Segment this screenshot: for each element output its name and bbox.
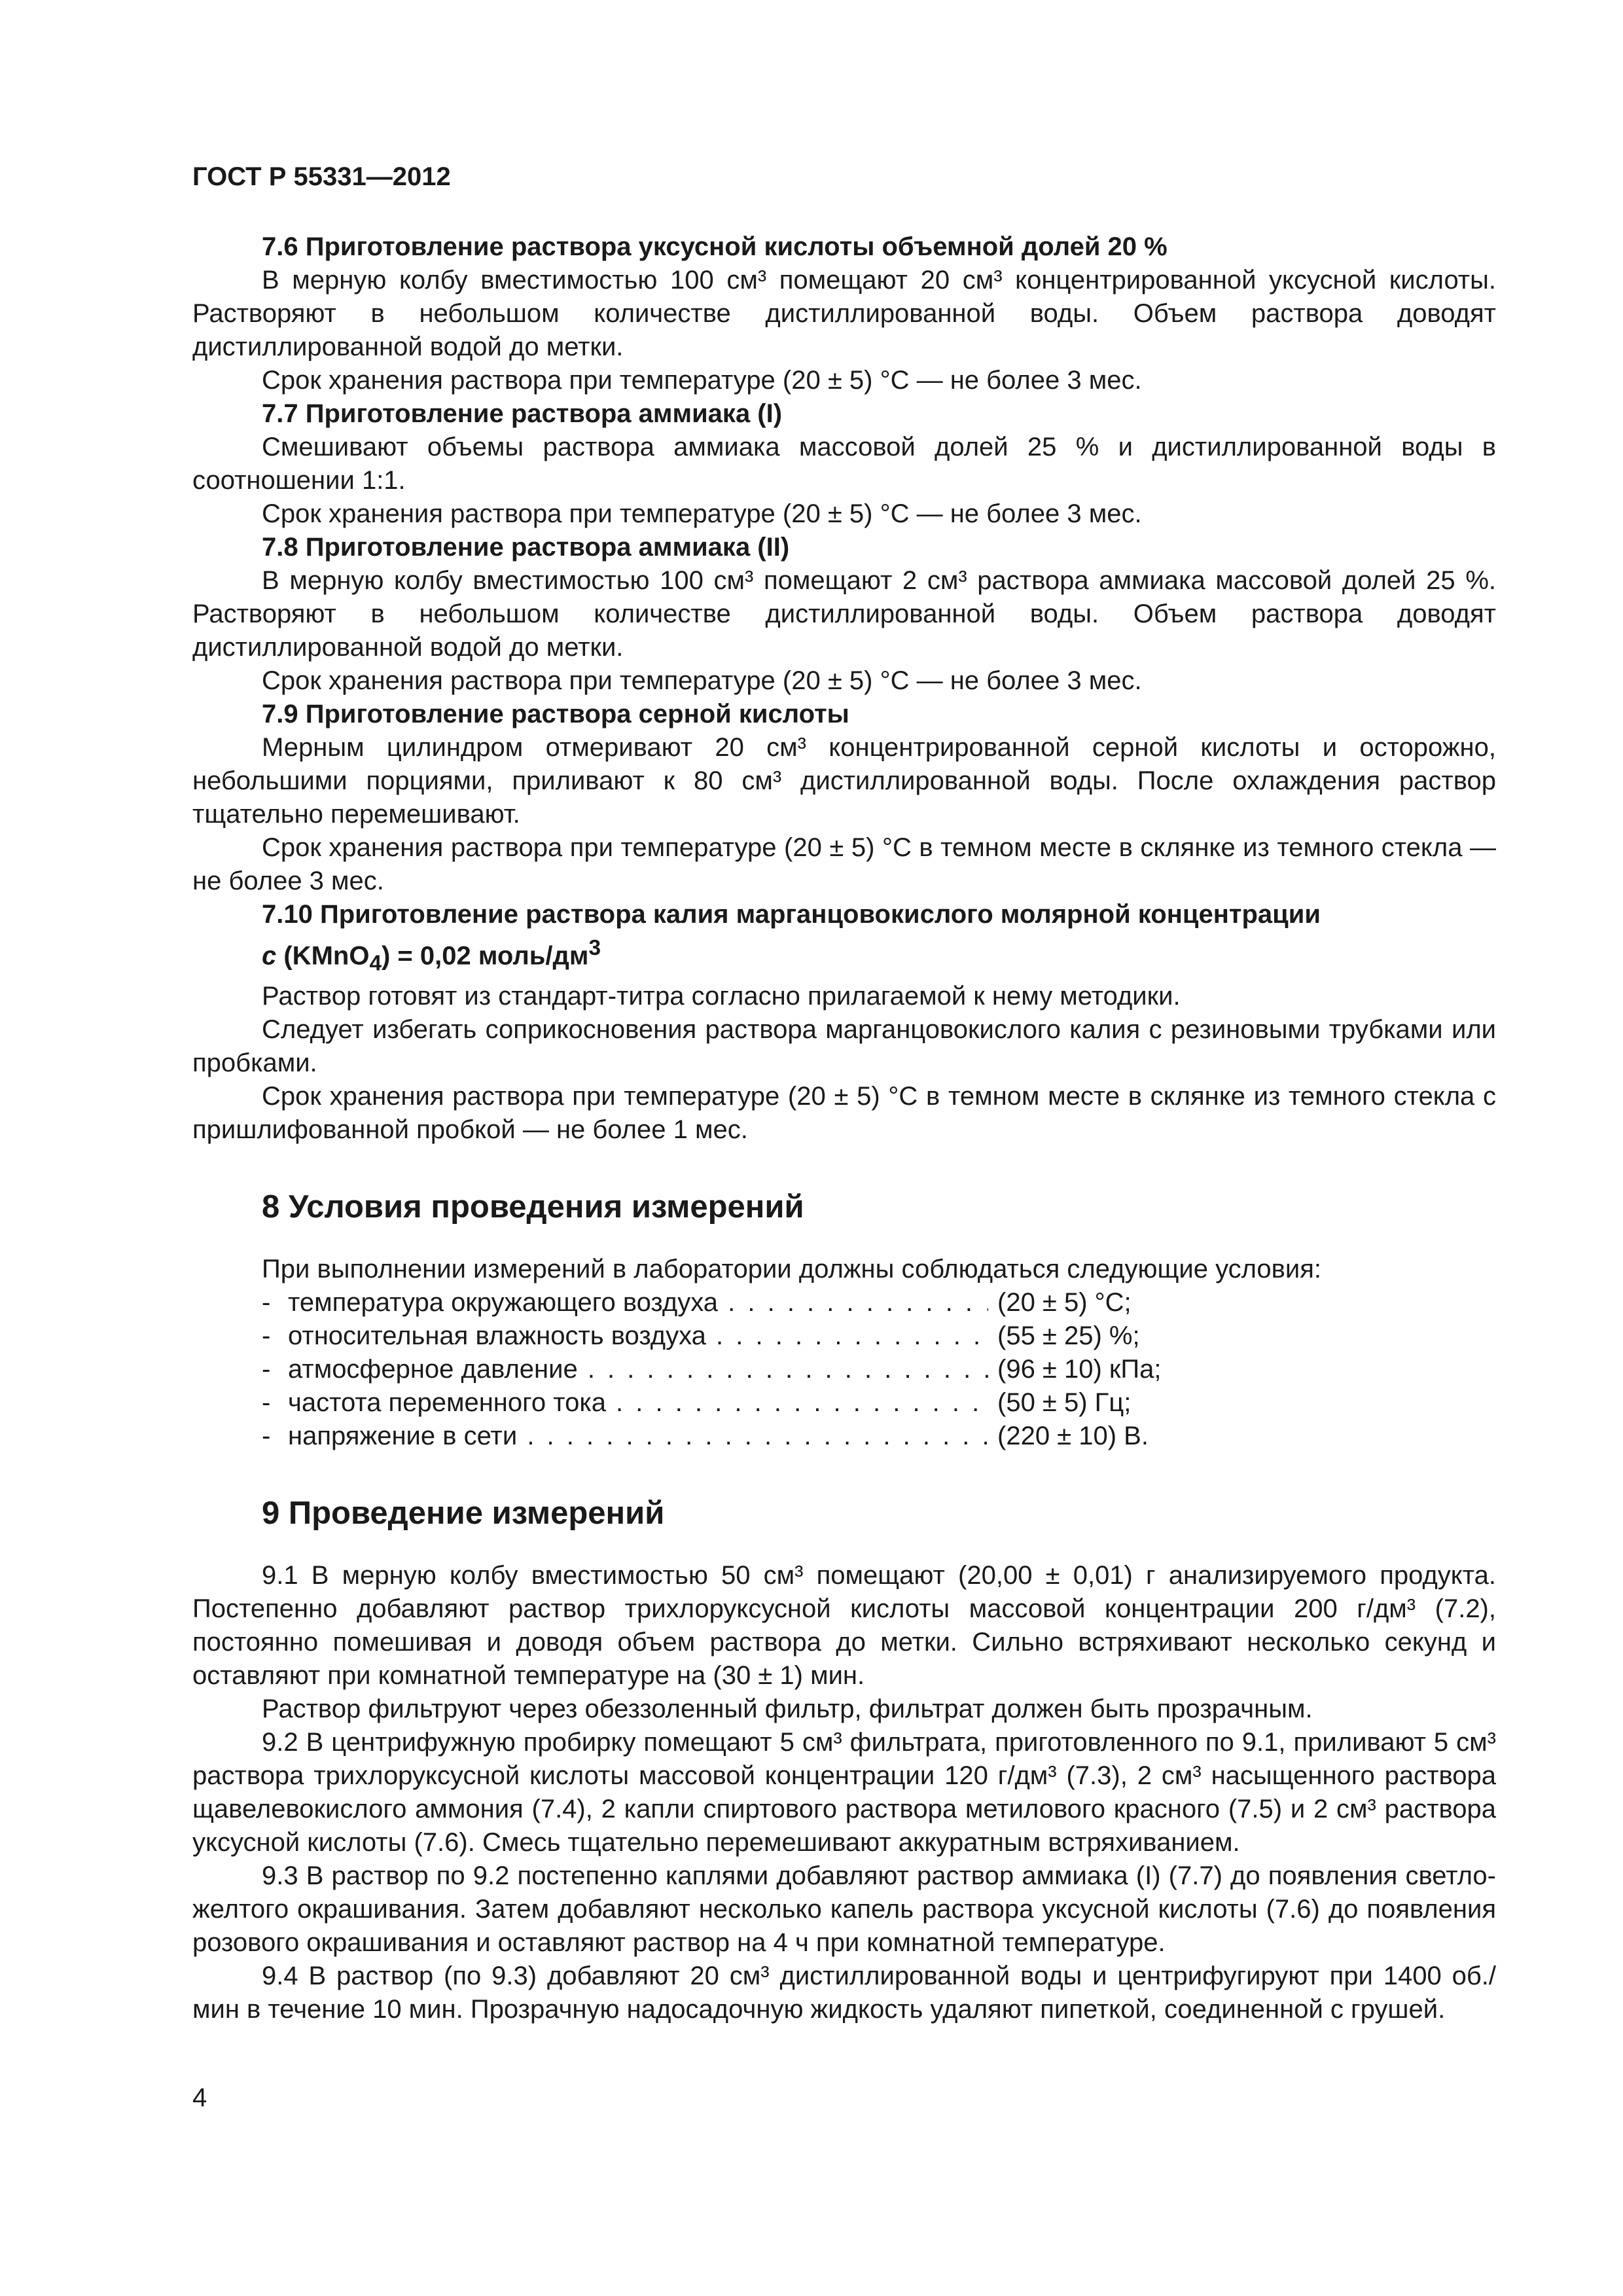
condition-value: (96 ± 10) кПа; <box>997 1355 1162 1384</box>
section-7-9-paragraph-2: Срок хранения раствора при температуре (20 ± 5) °С в темном месте в склянке из темного стекла — не более 3 мес. <box>192 833 1496 895</box>
paragraph-9-3: 9.3 В раствор по 9.2 постепенно каплями добавляют раствор аммиака (I) (7.7) до появления светло-желтого окрашивания. Затем добавляют несколько капель раствора уксусной кислоты (7.6) до появления розового окрашивания и оставляют раствор на 4 ч при комнатной температуре. <box>192 1861 1496 1958</box>
section-7-7-paragraph-2: Срок хранения раствора при температуре (20 ± 5) °С — не более 3 мес. <box>262 499 1142 528</box>
formula-part: ) = 0,02 моль/дм <box>381 941 589 971</box>
condition-name: частота переменного тока . . . <box>288 1386 988 1420</box>
page-content <box>192 230 1496 2026</box>
list-dash: - <box>262 1355 271 1384</box>
section-7-8-paragraph-2: Срок хранения раствора при температуре (20 ± 5) °С — не более 3 мес. <box>262 666 1142 695</box>
section-7-7-title: 7.7 Приготовление раствора аммиака (I) <box>262 399 783 428</box>
section-7-10-title <box>192 898 1496 980</box>
condition-item <box>262 1286 1496 1319</box>
section-7-9-paragraph-1: Мерным цилиндром отмеривают 20 см³ концентрированной серной кислоты и осторожно, небольшими порциями, приливают к 80 см³ дистиллированной воды. После охлаждения раствор тщательно перемешивают. <box>192 733 1496 829</box>
condition-item <box>262 1319 1496 1353</box>
section-7-7-paragraph-1: Смешивают объемы раствора аммиака массовой долей 25 % и дистиллированной воды в соотношении 1:1. <box>192 433 1496 495</box>
section-7-6-title: 7.6 Приготовление раствора уксусной кислоты объемной долей 20 % <box>262 232 1168 261</box>
section-8-intro: При выполнении измерений в лаборатории должны соблюдаться следующие условия: <box>262 1255 1322 1284</box>
list-dash: - <box>262 1422 271 1451</box>
paragraph-9-1-filtration: Раствор фильтруют через обеззоленный фильтр, фильтрат должен быть прозрачным. <box>262 1695 1313 1724</box>
conditions-list <box>192 1286 1496 1453</box>
section-7-10-paragraph-1: Раствор готовят из стандарт-титра согласно прилагаемой к нему методики. <box>262 982 1181 1011</box>
section-9-heading: 9 Проведение измерений <box>262 1496 665 1532</box>
section-7-6-paragraph-2: Срок хранения раствора при температуре (20 ± 5) °С — не более 3 мес. <box>262 366 1142 395</box>
section-7-10-title-line-1: 7.10 Приготовление раствора калия марганцовокислого молярной концентрации <box>262 900 1321 929</box>
condition-name: температура окружающего воздуха . . . <box>288 1286 988 1319</box>
section-7-10-paragraph-2: Следует избегать соприкосновения раствора марганцовокислого калия с резиновыми трубками или пробками. <box>192 1015 1496 1078</box>
formula-subscript: 4 <box>369 951 382 976</box>
condition-name: атмосферное давление . . . <box>288 1353 988 1386</box>
condition-value: (50 ± 5) Гц; <box>997 1388 1132 1418</box>
section-7-8-title: 7.8 Приготовление раствора аммиака (II) <box>262 533 790 562</box>
condition-item <box>262 1353 1496 1386</box>
condition-value: (220 ± 10) В. <box>997 1422 1149 1451</box>
list-dash: - <box>262 1321 271 1351</box>
formula-part: (KMnO <box>276 941 370 971</box>
list-dash: - <box>262 1288 271 1318</box>
section-7-10-paragraph-3: Срок хранения раствора при температуре (20 ± 5) °С в темном месте в склянке из темного стекла с пришлифованной пробкой — не более 1 мес. <box>192 1082 1496 1145</box>
condition-value: (55 ± 25) %; <box>997 1321 1140 1351</box>
condition-name: относительная влажность воздуха . . . <box>288 1319 988 1353</box>
section-7-8-paragraph-1: В мерную колбу вместимостью 100 см³ помещают 2 см³ раствора аммиака массовой долей 25 %. Растворяют в небольшом количестве дистиллированной воды. Объем раствора доводят дистиллированной водой до метки. <box>192 566 1496 662</box>
condition-name: напряжение в сети . . . <box>288 1420 988 1453</box>
document-header: ГОСТ Р 55331—2012 <box>192 162 451 191</box>
paragraph-9-4: 9.4 В раствор (по 9.3) добавляют 20 см³ дистиллированной воды и центрифугируют при 1400 об./мин в течение 10 мин. Прозрачную надосадочную жидкость удаляют пипеткой, соединенной с грушей. <box>192 1962 1496 2024</box>
paragraph-9-2: 9.2 В центрифужную пробирку помещают 5 см³ фильтрата, приготовленного по 9.1, приливают 5 см³ раствора трихлоруксусной кислоты массовой концентрации 120 г/дм³ (7.3), 2 см³ насыщенного раствора щавелевокислого аммония (7.4), 2 капли спиртового раствора метилового красного (7.5) и 2 см³ раствора уксусной кислоты (7.6). Смесь тщательно перемешивают аккуратным встряхиванием. <box>192 1728 1496 1857</box>
concentration-symbol: c <box>262 941 277 971</box>
condition-item <box>262 1386 1496 1420</box>
list-dash: - <box>262 1388 271 1418</box>
section-7-6-paragraph-1: В мерную колбу вместимостью 100 см³ помещают 20 см³ концентрированной уксусной кислоты. Растворяют в небольшом количестве дистиллированной воды. Объем раствора доводят дистиллированной водой до метки. <box>192 266 1496 361</box>
condition-value: (20 ± 5) °С; <box>997 1288 1132 1318</box>
formula-superscript: 3 <box>588 936 601 960</box>
section-8-heading: 8 Условия проведения измерений <box>262 1189 804 1225</box>
section-7-9-title: 7.9 Приготовление раствора серной кислоты <box>262 700 849 728</box>
paragraph-9-1: 9.1 В мерную колбу вместимостью 50 см³ помещают (20,00 ± 0,01) г анализируемого продукта. Постепенно добавляют раствор трихлоруксусной кислоты массовой концентрации 200 г/дм³ (7.2), постоянно помешивая и доводя объем раствора до метки. Сильно встряхивают несколько секунд и оставляют при комнатной температуре на (30 ± 1) мин. <box>192 1561 1496 1691</box>
page-number: 4 <box>192 2083 207 2112</box>
condition-item <box>262 1420 1496 1453</box>
